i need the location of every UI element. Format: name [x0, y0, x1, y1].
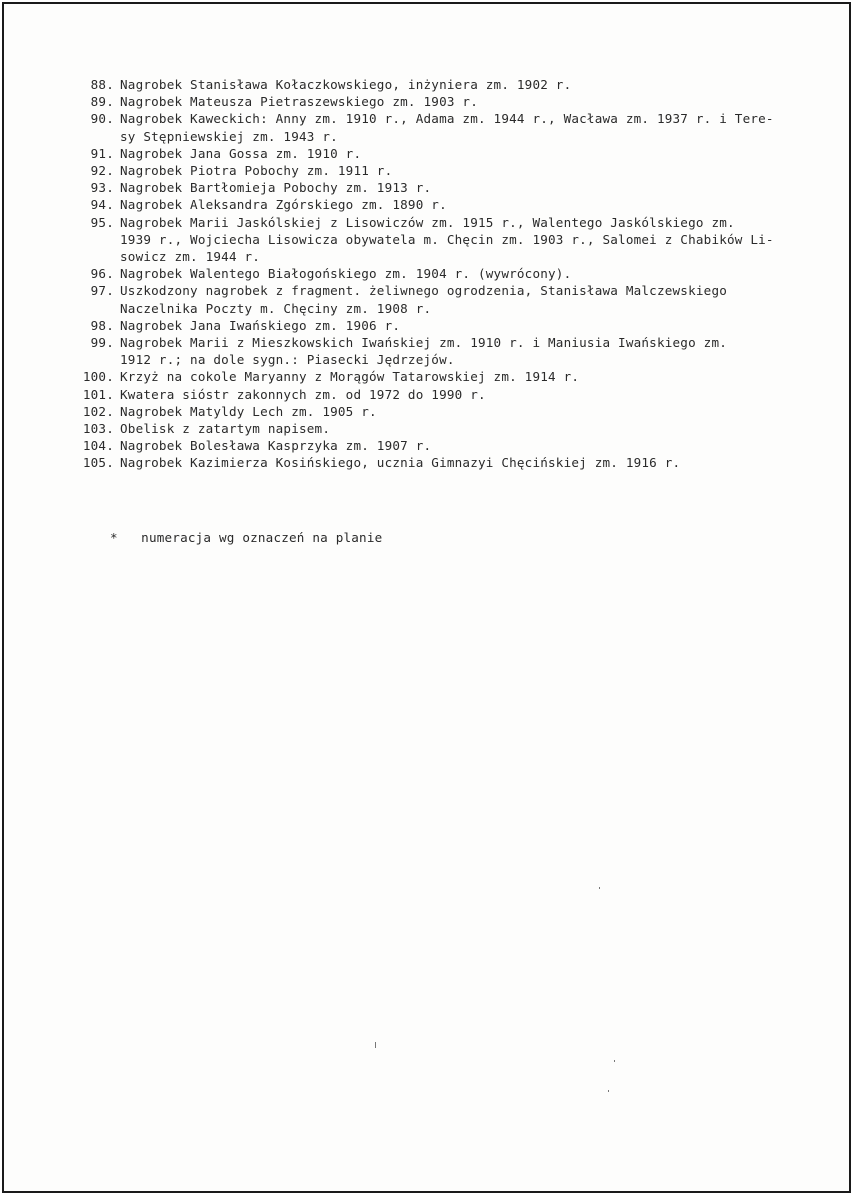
entry-line: Nagrobek Jana Iwańskiego zm. 1906 r.: [120, 317, 401, 333]
entry-line: Naczelnika Poczty m. Chęciny zm. 1908 r.: [120, 300, 432, 316]
entry-line: Nagrobek Piotra Pobochy zm. 1911 r.: [120, 163, 393, 179]
entry-number: 92.: [90, 163, 114, 179]
entry-number: 88.: [90, 77, 114, 92]
list-item: [78, 420, 818, 437]
entry-text: [116, 403, 818, 420]
entry-number: 103.: [82, 421, 114, 437]
entry-text: [116, 437, 818, 454]
entry-number: 90.: [90, 111, 114, 127]
entry-text: [116, 368, 818, 385]
scan-speck: [608, 1090, 609, 1092]
footnote-text: numeracja wg oznaczeń na planie: [141, 530, 383, 545]
list-item: [78, 196, 818, 213]
entry-line: Obelisk z zatartym napisem.: [120, 421, 331, 437]
entry-number: 104.: [82, 438, 114, 454]
entry-number: 94.: [90, 197, 114, 213]
entry-line: Nagrobek Aleksandra Zgórskiego zm. 1890 r.: [120, 197, 447, 213]
entry-number: 98.: [90, 317, 114, 333]
list-item: [78, 76, 818, 93]
list-item: [78, 93, 818, 110]
entry-text: [116, 386, 818, 403]
entry-line: sy Stępniewskiej zm. 1943 r.: [120, 128, 338, 144]
entry-number: 89.: [90, 94, 114, 110]
list-item: [78, 110, 818, 144]
entry-number: 105.: [82, 455, 114, 471]
entry-number: 99.: [90, 335, 114, 351]
entry-line: Nagrobek Mateusza Pietraszewskiego zm. 1903 r.: [120, 94, 478, 110]
entry-line: 1912 r.; na dole sygn.: Piasecki Jędrzejów.: [120, 352, 455, 368]
entry-list: [78, 76, 818, 472]
entry-text: [116, 162, 818, 179]
list-item: [78, 265, 818, 282]
entry-line: Nagrobek Matyldy Lech zm. 1905 r.: [120, 403, 377, 419]
entry-text: [116, 265, 818, 282]
entry-number: 102.: [82, 403, 114, 419]
entry-line: Nagrobek Stanisława Kołaczkowskiego, inżyniera zm. 1902 r.: [120, 77, 572, 92]
list-item: [78, 403, 818, 420]
entry-line: Nagrobek Marii z Mieszkowskich Iwańskiej zm. 1910 r. i Maniusia Iwańskiego zm.: [120, 335, 728, 351]
list-item: [78, 334, 818, 368]
entry-line: Nagrobek Bolesława Kasprzyka zm. 1907 r.: [120, 438, 432, 454]
entry-text: [116, 420, 818, 437]
entry-line: 1939 r., Wojciecha Lisowicza obywatela m. Chęcin zm. 1903 r., Salomei z Chabików Li-: [120, 231, 774, 247]
entry-number: 93.: [90, 180, 114, 196]
entry-number: 100.: [82, 369, 114, 385]
list-item: [78, 454, 818, 471]
entry-line: Nagrobek Bartłomieja Pobochy zm. 1913 r.: [120, 180, 432, 196]
entry-text: [116, 145, 818, 162]
entry-text: [116, 179, 818, 196]
entry-text: [116, 214, 818, 266]
entry-line: Uszkodzony nagrobek z fragment. żeliwnego ogrodzenia, Stanisława Malczewskiego: [120, 283, 728, 299]
scan-speck: [614, 1060, 615, 1062]
entry-number: 91.: [90, 145, 114, 161]
list-item: [78, 145, 818, 162]
list-item: [78, 214, 818, 266]
entry-line: Nagrobek Marii Jaskólskiej z Lisowiczów zm. 1915 r., Walentego Jaskólskiego zm.: [120, 214, 735, 230]
list-item: [78, 437, 818, 454]
entry-text: [116, 110, 818, 144]
list-item: [78, 282, 818, 316]
list-item: [78, 317, 818, 334]
list-item: [78, 162, 818, 179]
footnote: [110, 530, 382, 545]
entry-number: 101.: [82, 386, 114, 402]
entry-line: Nagrobek Kaweckich: Anny zm. 1910 r., Adama zm. 1944 r., Wacława zm. 1937 r. i Tere-: [120, 111, 774, 127]
entry-number: 97.: [90, 283, 114, 299]
entry-number: 95.: [90, 214, 114, 230]
entry-line: sowicz zm. 1944 r.: [120, 249, 261, 265]
scan-speck: [599, 887, 600, 889]
entry-line: Krzyż na cokole Maryanny z Morągów Tatarowskiej zm. 1914 r.: [120, 369, 580, 385]
scan-speck: [375, 1042, 376, 1048]
entry-text: [116, 282, 818, 316]
entry-text: [116, 454, 818, 471]
entry-number: 96.: [90, 266, 114, 282]
entry-text: [116, 76, 818, 93]
entry-text: [116, 317, 818, 334]
entry-line: Nagrobek Kazimierza Kosińskiego, ucznia Gimnazyi Chęcińskiej zm. 1916 r.: [120, 455, 681, 471]
entry-line: Nagrobek Jana Gossa zm. 1910 r.: [120, 145, 362, 161]
list-item: [78, 179, 818, 196]
entry-line: Nagrobek Walentego Białogońskiego zm. 1904 r. (wywrócony).: [120, 266, 572, 282]
entry-text: [116, 334, 818, 368]
footnote-marker: *: [110, 530, 118, 545]
entry-text: [116, 93, 818, 110]
entry-text: [116, 196, 818, 213]
entry-line: Kwatera sióstr zakonnych zm. od 1972 do 1990 r.: [120, 386, 486, 402]
list-item: [78, 386, 818, 403]
list-item: [78, 368, 818, 385]
